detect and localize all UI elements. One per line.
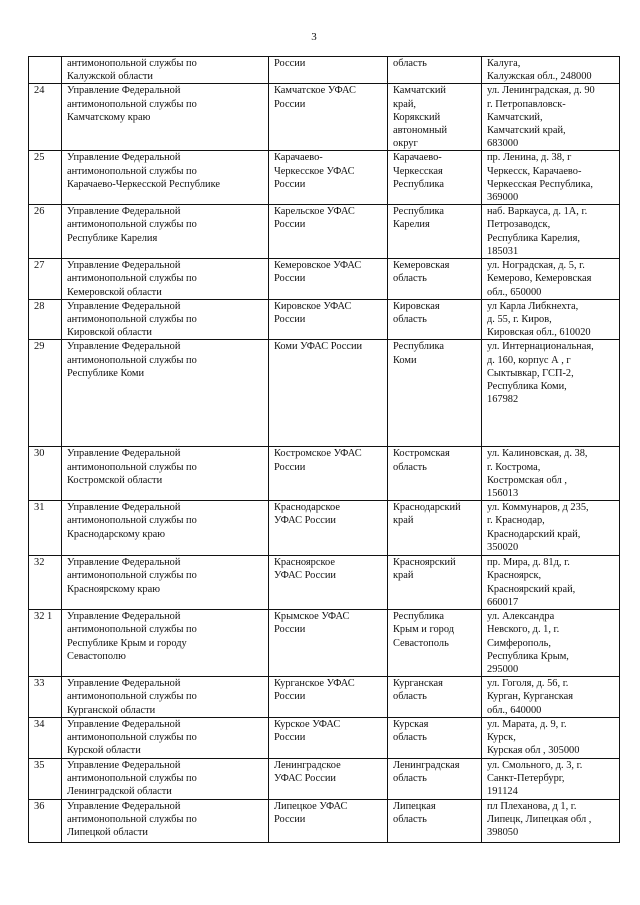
short-name-cell xyxy=(269,677,388,718)
region-cell xyxy=(388,447,482,501)
office-name-line: Управление Федеральной xyxy=(67,341,181,353)
row-number-cell: 32 1 xyxy=(29,610,62,677)
table-row xyxy=(29,799,620,842)
office-name-line: антимонопольной службы по xyxy=(67,58,197,69)
office-name-line: Севастополю xyxy=(67,650,126,662)
address-line: ул. Коммунаров, д 235, xyxy=(487,502,589,514)
office-name-line: Управление Федеральной xyxy=(67,759,181,771)
region-line: округ xyxy=(393,138,418,150)
short-name-line: Курское УФАС xyxy=(274,718,341,730)
address-cell xyxy=(482,57,620,84)
office-name-cell xyxy=(62,717,269,758)
short-name-line: Коми УФАС России xyxy=(274,341,363,353)
short-name-line: Курганское УФАС xyxy=(274,678,355,690)
region-cell xyxy=(388,610,482,677)
short-name-line: Липецкое УФАС xyxy=(274,800,348,812)
office-name-line: Управление Федеральной xyxy=(67,300,181,312)
row-number-cell: 26 xyxy=(29,205,62,259)
office-name-line: антимонопольной службы по xyxy=(67,273,197,285)
table-row xyxy=(29,151,620,205)
address-line: Симферополь, xyxy=(487,637,551,649)
short-name-cell xyxy=(269,151,388,205)
address-line: 660017 xyxy=(487,596,519,608)
short-name-line: Крымское УФАС xyxy=(274,611,350,623)
table-row xyxy=(29,758,620,799)
address-cell xyxy=(482,299,620,340)
region-line: Кемеровская xyxy=(393,260,450,272)
address-line: пр. Ленина, д. 38, г xyxy=(487,152,572,164)
office-name-line: антимонопольной службы по xyxy=(67,98,197,110)
short-name-cell xyxy=(269,259,388,300)
region-cell xyxy=(388,677,482,718)
office-name-line: Краснодарскому краю xyxy=(67,528,166,540)
office-name-line: Управление Федеральной xyxy=(67,260,181,272)
row-number-cell: 24 xyxy=(29,84,62,151)
row-number-cell: 35 xyxy=(29,758,62,799)
office-name-line: антимонопольной службы по xyxy=(67,773,197,785)
address-line: ул. Ноградская, д. 5, г. xyxy=(487,260,585,272)
short-name-line: Красноярское xyxy=(274,557,335,569)
address-cell xyxy=(482,758,620,799)
address-line: 156013 xyxy=(487,488,519,500)
address-line: 295000 xyxy=(487,664,519,676)
region-line: область xyxy=(393,273,427,285)
region-cell xyxy=(388,799,482,842)
address-line: Санкт-Петербург, xyxy=(487,773,565,785)
region-line: область xyxy=(393,691,427,703)
address-line: Кемерово, Кемеровская xyxy=(487,273,592,285)
address-line: Невского, д. 1, г. xyxy=(487,624,560,636)
short-name-line: России xyxy=(274,58,306,69)
address-line: Курган, Курганская xyxy=(487,691,574,703)
region-line: Курганская xyxy=(393,678,443,690)
office-name-cell xyxy=(62,299,269,340)
address-line: Красноярск, xyxy=(487,570,542,582)
page-number: 3 xyxy=(311,31,317,43)
office-name-line: Управление Федеральной xyxy=(67,718,181,730)
address-cell xyxy=(482,556,620,610)
office-name-line: Управление Федеральной xyxy=(67,611,181,623)
short-name-cell xyxy=(269,84,388,151)
office-name-line: Липецкой области xyxy=(67,827,148,839)
region-line: Республика xyxy=(393,178,445,190)
region-line: автономный xyxy=(393,125,448,137)
office-name-cell xyxy=(62,205,269,259)
short-name-line: Костромское УФАС xyxy=(274,448,362,460)
region-line: Севастополь xyxy=(393,637,449,649)
short-name-cell xyxy=(269,556,388,610)
region-line: Черкесская xyxy=(393,165,443,177)
region-cell xyxy=(388,57,482,84)
table-row xyxy=(29,501,620,556)
address-line: Кировская обл., 610020 xyxy=(487,327,591,339)
region-line: Республика xyxy=(393,341,445,353)
region-line: область xyxy=(393,314,427,326)
office-name-line: Управление Федеральной xyxy=(67,502,181,514)
address-line: г. Петропавловск- xyxy=(487,98,566,110)
address-line: Красноярский край, xyxy=(487,583,576,595)
office-name-line: Управление Федеральной xyxy=(67,85,181,97)
region-cell xyxy=(388,556,482,610)
region-cell xyxy=(388,501,482,556)
short-name-cell xyxy=(269,717,388,758)
region-cell xyxy=(388,717,482,758)
row-number-cell: 31 xyxy=(29,501,62,556)
address-line: Камчатский край, xyxy=(487,125,566,137)
table-row xyxy=(29,677,620,718)
address-line: наб. Варкауса, д. 1А, г. xyxy=(487,206,588,218)
office-name-line: Костромской области xyxy=(67,474,163,486)
office-name-line: Калужской области xyxy=(67,71,153,83)
office-name-line: Управление Федеральной xyxy=(67,800,181,812)
address-line: 398050 xyxy=(487,827,519,839)
office-name-line: антимонопольной службы по xyxy=(67,515,197,527)
row-number-cell: 34 xyxy=(29,717,62,758)
office-name-line: Республике Коми xyxy=(67,367,145,379)
office-name-line: Ленинградской области xyxy=(67,786,172,798)
address-line: Краснодарский край, xyxy=(487,528,581,540)
short-name-line: Краснодарское xyxy=(274,502,340,514)
office-name-line: Управление Федеральной xyxy=(67,678,181,690)
address-line: пл Плеханова, д 1, г. xyxy=(487,800,577,812)
region-line: Крым и город xyxy=(393,624,455,636)
office-name-line: Красноярскому краю xyxy=(67,583,160,595)
short-name-cell xyxy=(269,610,388,677)
office-name-line: антимонопольной службы по xyxy=(67,570,197,582)
short-name-line: Ленинградское xyxy=(274,759,341,771)
region-cell xyxy=(388,758,482,799)
office-name-cell xyxy=(62,447,269,501)
row-number-cell xyxy=(29,57,62,84)
region-line: Карачаево- xyxy=(393,152,442,164)
row-number-cell: 29 xyxy=(29,340,62,447)
office-name-line: Кировской области xyxy=(67,327,152,339)
registry-body xyxy=(29,57,620,843)
region-line: область xyxy=(393,814,427,826)
table-row xyxy=(29,84,620,151)
office-name-line: Управление Федеральной xyxy=(67,557,181,569)
short-name-cell xyxy=(269,799,388,842)
region-line: Корякский xyxy=(393,111,441,123)
region-cell xyxy=(388,340,482,447)
region-line: край xyxy=(393,570,414,582)
region-line: Липецкая xyxy=(393,800,436,812)
address-line: обл., 650000 xyxy=(487,286,542,298)
region-line: Кировская xyxy=(393,300,440,312)
region-cell xyxy=(388,299,482,340)
address-line: д. 55, г. Киров, xyxy=(487,314,552,326)
address-line: обл., 640000 xyxy=(487,704,542,716)
address-line: ул. Калиновская, д. 38, xyxy=(487,448,588,460)
office-name-line: Курганской области xyxy=(67,704,156,716)
address-cell xyxy=(482,677,620,718)
region-line: область xyxy=(393,732,427,744)
address-cell xyxy=(482,447,620,501)
short-name-line: Камчатское УФАС xyxy=(274,85,356,97)
short-name-line: УФАС России xyxy=(274,570,336,582)
table-row xyxy=(29,57,620,84)
region-cell xyxy=(388,259,482,300)
short-name-line: России xyxy=(274,98,306,110)
office-name-line: Управление Федеральной xyxy=(67,152,181,164)
office-name-cell xyxy=(62,677,269,718)
short-name-line: России xyxy=(274,219,306,231)
row-number-cell: 27 xyxy=(29,259,62,300)
office-name-line: антимонопольной службы по xyxy=(67,624,197,636)
address-line: Республика Коми, xyxy=(487,381,567,393)
table-row xyxy=(29,299,620,340)
office-name-cell xyxy=(62,84,269,151)
office-name-line: антимонопольной службы по xyxy=(67,691,197,703)
short-name-cell xyxy=(269,299,388,340)
short-name-cell xyxy=(269,758,388,799)
office-name-line: антимонопольной службы по xyxy=(67,314,197,326)
address-line: Липецк, Липецкая обл , xyxy=(487,814,592,826)
address-line: Республика Карелия, xyxy=(487,232,580,244)
ufas-registry-table xyxy=(28,56,620,843)
region-line: Коми xyxy=(393,354,417,366)
short-name-line: России xyxy=(274,732,306,744)
region-line: Республика xyxy=(393,611,445,623)
table-row xyxy=(29,610,620,677)
table-row xyxy=(29,717,620,758)
region-line: область xyxy=(393,58,427,69)
short-name-cell xyxy=(269,205,388,259)
office-name-cell xyxy=(62,758,269,799)
short-name-line: Карачаево- xyxy=(274,152,323,164)
address-line: Калужская обл., 248000 xyxy=(487,71,592,83)
address-line: Сыктывкар, ГСП-2, xyxy=(487,367,574,379)
short-name-line: России xyxy=(274,461,306,473)
office-name-line: антимонопольной службы по xyxy=(67,354,197,366)
address-line: Курская обл , 305000 xyxy=(487,745,580,757)
short-name-line: России xyxy=(274,691,306,703)
address-cell xyxy=(482,259,620,300)
short-name-line: России xyxy=(274,624,306,636)
short-name-line: России xyxy=(274,178,306,190)
address-line: пр. Мира, д. 81д, г. xyxy=(487,557,570,569)
office-name-line: Республике Карелия xyxy=(67,232,158,244)
region-line: Курская xyxy=(393,718,429,730)
region-cell xyxy=(388,205,482,259)
address-line: Костромская обл , xyxy=(487,474,568,486)
short-name-line: России xyxy=(274,273,306,285)
office-name-cell xyxy=(62,340,269,447)
short-name-line: Карельское УФАС xyxy=(274,206,355,218)
row-number-cell: 30 xyxy=(29,447,62,501)
office-name-line: Управление Федеральной xyxy=(67,448,181,460)
address-line: Камчатский, xyxy=(487,111,543,123)
office-name-line: Камчатскому краю xyxy=(67,111,151,123)
office-name-line: антимонопольной службы по xyxy=(67,732,197,744)
address-line: д. 160, корпус А , г xyxy=(487,354,571,366)
address-cell xyxy=(482,151,620,205)
address-line: Черкесская Республика, xyxy=(487,178,593,190)
address-cell xyxy=(482,84,620,151)
office-name-line: Республике Крым и городу xyxy=(67,637,187,649)
address-line: 167982 xyxy=(487,394,519,406)
table-row xyxy=(29,556,620,610)
short-name-line: Кемеровское УФАС xyxy=(274,260,362,272)
address-line: Черкесск, Карачаево- xyxy=(487,165,582,177)
address-cell xyxy=(482,501,620,556)
table-row xyxy=(29,447,620,501)
address-line: Калуга, xyxy=(487,58,521,69)
region-line: край, xyxy=(393,98,417,110)
office-name-line: Карачаево-Черкесской Республике xyxy=(67,178,220,190)
table-row xyxy=(29,259,620,300)
address-line: Петрозаводск, xyxy=(487,219,551,231)
address-cell xyxy=(482,205,620,259)
region-line: Красноярский xyxy=(393,557,456,569)
table-row xyxy=(29,205,620,259)
address-cell xyxy=(482,610,620,677)
office-name-line: Управление Федеральной xyxy=(67,206,181,218)
address-line: ул. Ленинградская, д. 90 xyxy=(487,85,595,97)
address-line: 185031 xyxy=(487,245,519,257)
office-name-line: Кемеровской области xyxy=(67,286,162,298)
address-line: г. Кострома, xyxy=(487,461,541,473)
table-row xyxy=(29,340,620,447)
office-name-line: Курской области xyxy=(67,745,141,757)
office-name-line: антимонопольной службы по xyxy=(67,461,197,473)
region-line: Костромская xyxy=(393,448,450,460)
region-line: область xyxy=(393,461,427,473)
short-name-line: УФАС России xyxy=(274,515,336,527)
office-name-line: антимонопольной службы по xyxy=(67,165,197,177)
address-line: 683000 xyxy=(487,138,519,150)
address-line: г. Краснодар, xyxy=(487,515,545,527)
address-line: Республика Крым, xyxy=(487,650,569,662)
office-name-cell xyxy=(62,151,269,205)
short-name-line: Кировское УФАС xyxy=(274,300,352,312)
address-cell xyxy=(482,340,620,447)
region-cell xyxy=(388,151,482,205)
address-line: 369000 xyxy=(487,192,519,204)
short-name-cell xyxy=(269,501,388,556)
short-name-line: России xyxy=(274,814,306,826)
office-name-cell xyxy=(62,610,269,677)
short-name-cell xyxy=(269,57,388,84)
address-line: 191124 xyxy=(487,786,518,798)
region-line: край xyxy=(393,515,414,527)
region-line: Ленинградская xyxy=(393,759,460,771)
row-number-cell: 32 xyxy=(29,556,62,610)
row-number-cell: 28 xyxy=(29,299,62,340)
region-line: область xyxy=(393,773,427,785)
office-name-cell xyxy=(62,259,269,300)
address-line: 350020 xyxy=(487,541,519,553)
office-name-cell xyxy=(62,556,269,610)
address-cell xyxy=(482,799,620,842)
office-name-cell xyxy=(62,57,269,84)
row-number-cell: 36 xyxy=(29,799,62,842)
address-line: ул Карла Либкнехта, xyxy=(487,300,579,312)
short-name-line: Черкесское УФАС xyxy=(274,165,355,177)
address-line: Курск, xyxy=(487,732,516,744)
office-name-line: антимонопольной службы по xyxy=(67,219,197,231)
address-line: ул. Александра xyxy=(487,611,555,623)
region-line: Краснодарский xyxy=(393,502,461,514)
office-name-cell xyxy=(62,799,269,842)
short-name-line: России xyxy=(274,314,306,326)
region-line: Республика xyxy=(393,206,445,218)
address-line: ул. Смольного, д. 3, г. xyxy=(487,759,583,771)
region-cell xyxy=(388,84,482,151)
address-cell xyxy=(482,717,620,758)
address-line: ул. Гоголя, д. 56, г. xyxy=(487,678,569,690)
short-name-cell xyxy=(269,447,388,501)
short-name-line: УФАС России xyxy=(274,773,336,785)
address-line: ул. Интернациональная, xyxy=(487,341,594,353)
short-name-cell xyxy=(269,340,388,447)
row-number-cell: 25 xyxy=(29,151,62,205)
region-line: Камчатский xyxy=(393,85,446,97)
region-line: Карелия xyxy=(393,219,430,231)
office-name-cell xyxy=(62,501,269,556)
office-name-line: антимонопольной службы по xyxy=(67,814,197,826)
row-number-cell: 33 xyxy=(29,677,62,718)
address-line: ул. Марата, д. 9, г. xyxy=(487,718,567,730)
